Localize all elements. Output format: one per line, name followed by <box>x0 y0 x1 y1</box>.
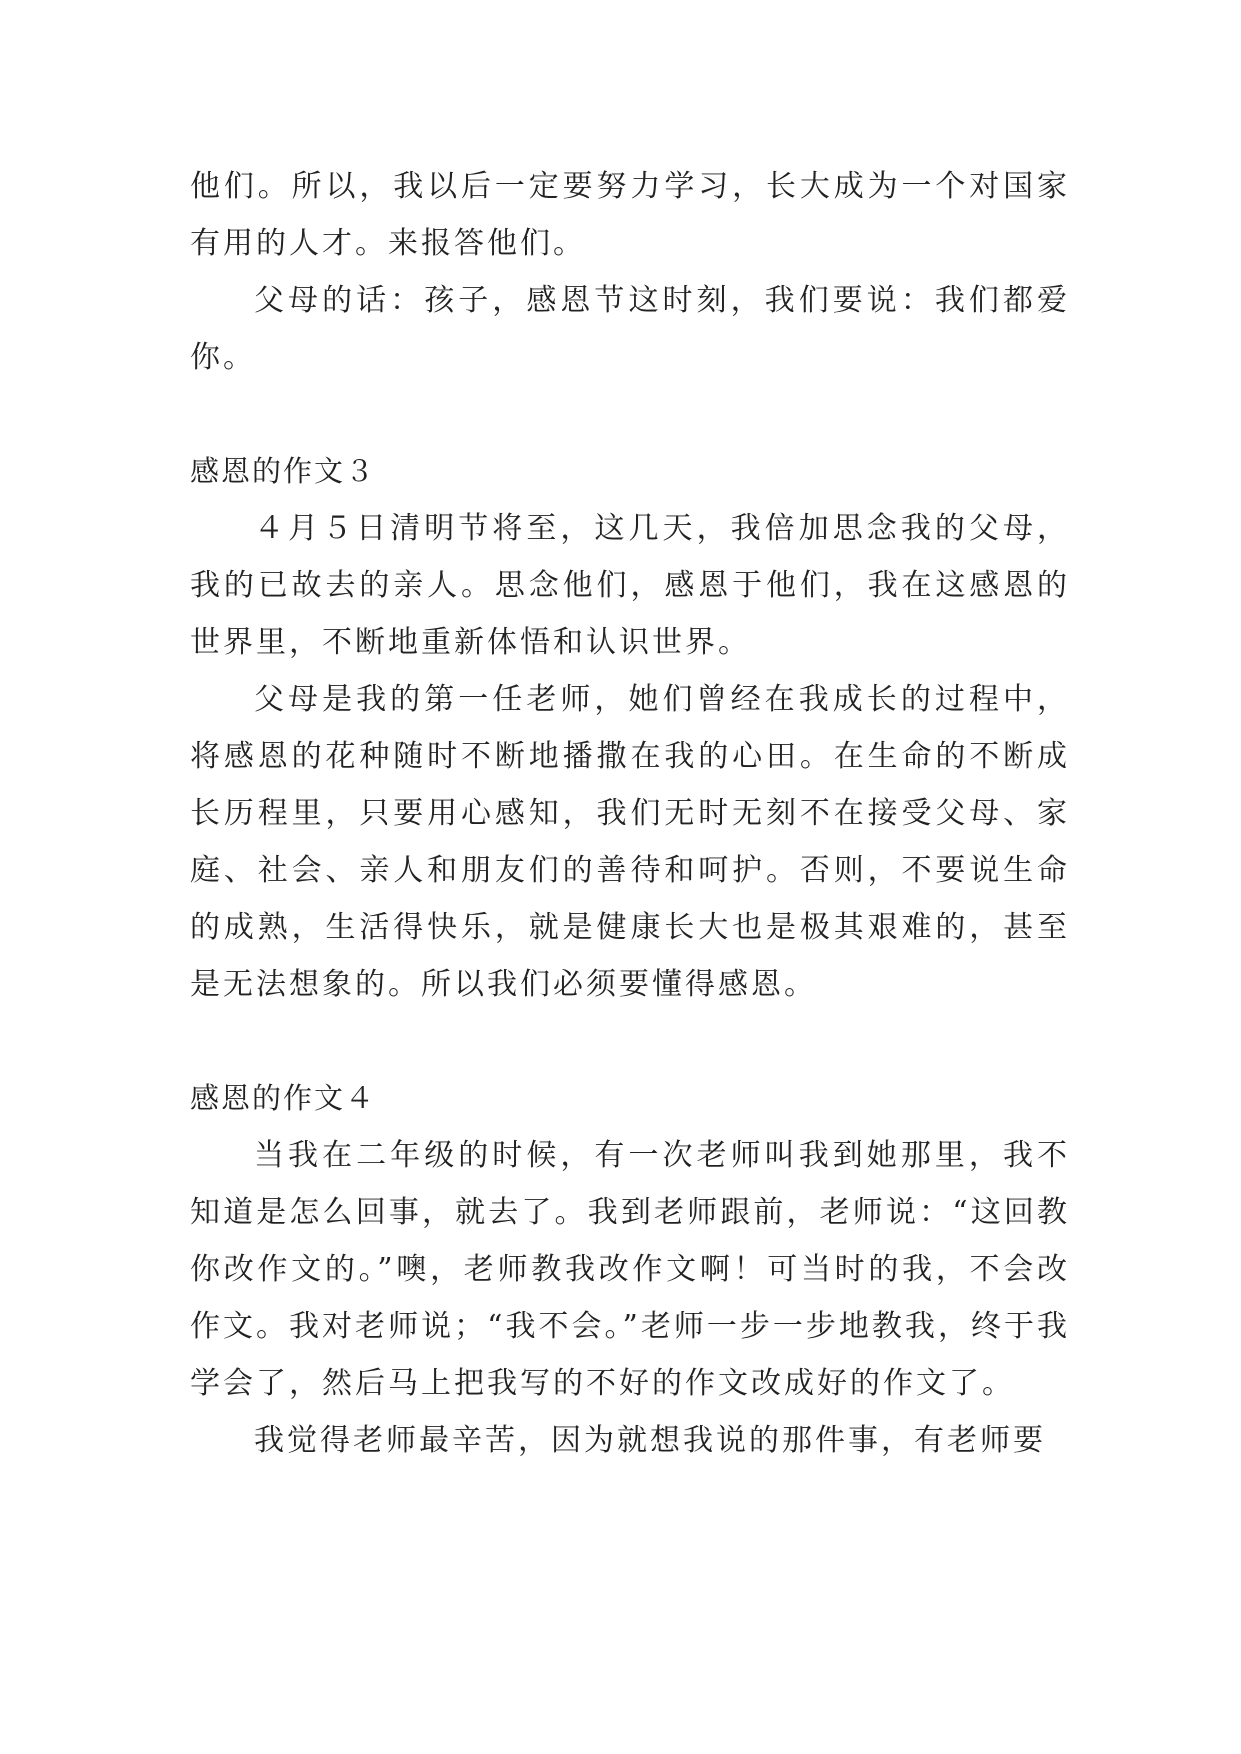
paragraph-continued: 他们。所以，我以后一定要努力学习，长大成为一个对国家有用的人才。来报答他们。 <box>190 169 1070 261</box>
section-gap <box>190 386 1070 443</box>
section-3-paragraph-2: 父母是我的第一任老师，她们曾经在我成长的过程中，将感恩的花种随时不断地播撒在我的心田。在生命的不断成长历程里，只要用心感知，我们无时无刻不在接受父母、家庭、社会、亲人和朋友们的善待和呵护。否则，不要说生命的成熟，生活得快乐，就是健康长大也是极其艰难的，甚至是无法想象的。所以我们必须要懂得感恩。 <box>190 682 1070 1002</box>
section-gap <box>190 1013 1070 1070</box>
section-4-paragraph-2: 我觉得老师最辛苦，因为就想我说的那件事，有老师要 <box>254 1423 1046 1458</box>
document-body <box>190 158 1070 1469</box>
section-3-paragraph-1: ４月５日清明节将至，这几天，我倍加思念我的父母，我的已故去的亲人。思念他们，感恩于他们，我在这感恩的世界里，不断地重新体悟和认识世界。 <box>190 511 1070 660</box>
section-heading-3: 感恩的作文３ <box>190 454 377 488</box>
section-4-paragraph-1: 当我在二年级的时候，有一次老师叫我到她那里，我不知道是怎么回事，就去了。我到老师跟前，老师说：“这回教你改作文的。”噢，老师教我改作文啊！可当时的我，不会改作文。我对老师说；“我不会。”老师一步一步地教我，终于我学会了，然后马上把我写的不好的作文改成好的作文了。 <box>190 1138 1070 1401</box>
section-heading-4: 感恩的作文４ <box>190 1081 377 1115</box>
paragraph-parents-words: 父母的话：孩子，感恩节这时刻，我们要说：我们都爱你。 <box>190 283 1070 375</box>
